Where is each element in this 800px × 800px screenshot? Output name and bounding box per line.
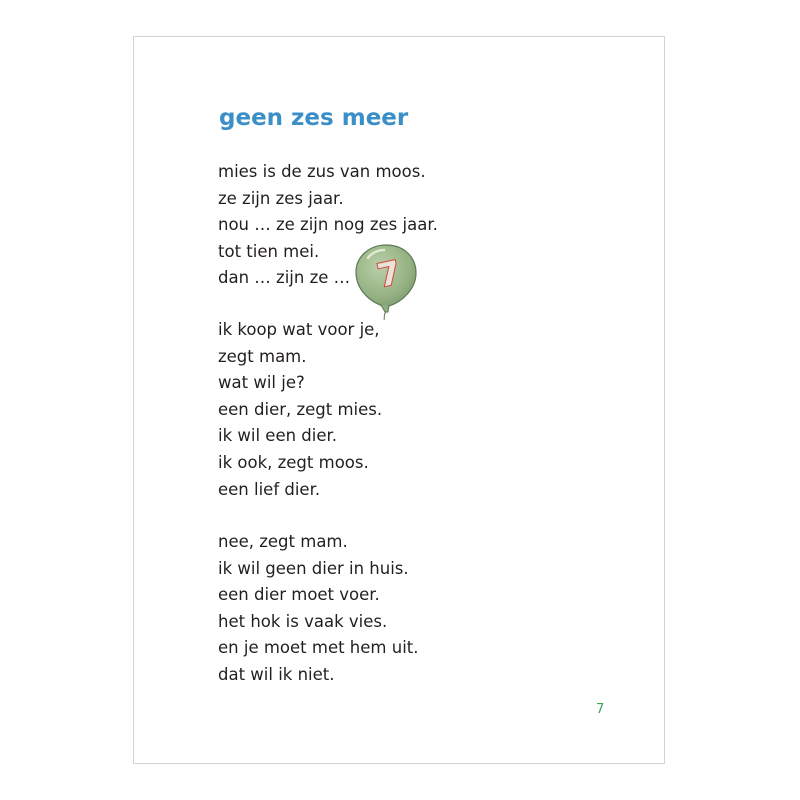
text-line: ik wil geen dier in huis. (218, 558, 409, 578)
page-title: geen zes meer (219, 105, 409, 131)
text-line: een dier, zegt mies. (218, 399, 383, 419)
text-line: mies is de zus van moos. (218, 162, 426, 181)
text-line: en je moet met hem uit. (218, 638, 419, 658)
book-page (133, 36, 665, 764)
text-line: nee, zegt mam. (218, 532, 348, 551)
text-line: een lief dier. (218, 479, 321, 499)
text-line: dan … zijn ze … (218, 268, 351, 288)
text-line: dat wil ik niet. (218, 664, 335, 684)
stanza-2 (218, 317, 382, 503)
balloon-knot (381, 305, 389, 312)
text-line: ik koop wat voor je, (218, 320, 380, 339)
text-line: een dier moet voer. (218, 585, 380, 605)
text-line: het hok is vaak vies. (218, 611, 388, 631)
text-line: wat wil je? (218, 373, 305, 393)
text-line: tot tien mei. (218, 241, 320, 261)
text-line: ze zijn zes jaar. (218, 188, 344, 208)
balloon-icon (352, 242, 420, 320)
text-line: ik ook, zegt moos. (218, 452, 369, 472)
page-number: 7 (596, 702, 605, 717)
text-line: zegt mam. (218, 346, 307, 366)
balloon-string (384, 312, 386, 320)
stanza-3 (218, 529, 419, 689)
text-line: nou … ze zijn nog zes jaar. (218, 215, 438, 235)
balloon-number: 7 (374, 253, 404, 295)
text-line: ik wil een dier. (218, 426, 338, 446)
